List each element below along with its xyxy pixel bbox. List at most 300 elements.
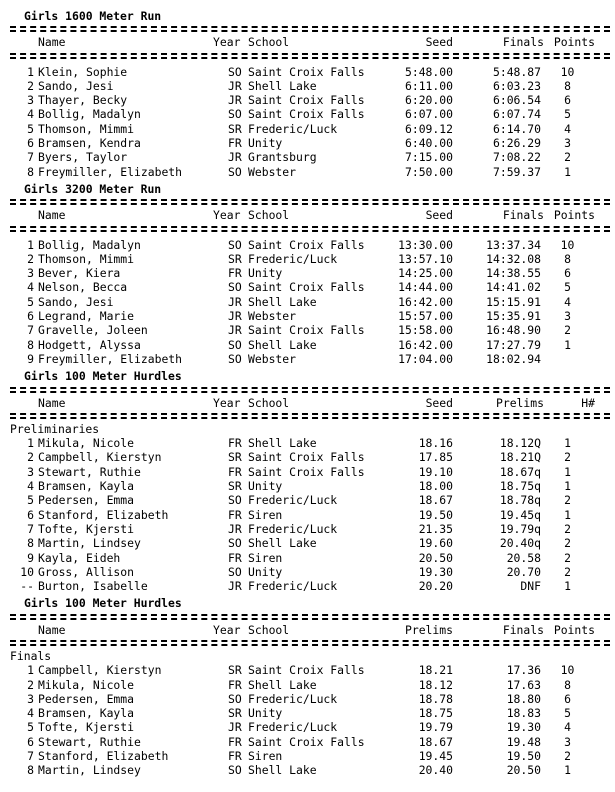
result-row — [10, 338, 610, 352]
school: Saint Croix Falls — [248, 93, 365, 108]
place: 5 — [27, 121, 34, 136]
place: 9 — [27, 550, 34, 565]
result-mark: 6:07.74 — [492, 107, 541, 122]
result-row — [10, 465, 610, 479]
points: 3 — [564, 309, 571, 324]
result-mark: 14:38.55 — [486, 266, 541, 281]
seed-mark: 18.78 — [418, 691, 453, 706]
athlete-name: Campbell, Kierstyn — [38, 663, 162, 678]
result-mark: 14:32.08 — [486, 251, 541, 266]
result-row — [10, 678, 610, 692]
points: 10 — [560, 663, 575, 678]
athlete-name: Stanford, Elizabeth — [38, 507, 169, 522]
points: 5 — [564, 280, 571, 295]
athlete-name: Tofte, Kjersti — [38, 720, 135, 735]
athlete-name: Gravelle, Joleen — [38, 323, 148, 338]
result-mark: 18:02.94 — [486, 351, 541, 366]
column-header-row — [10, 35, 610, 49]
place: 4 — [27, 280, 34, 295]
year: SO — [228, 64, 242, 79]
seed-mark: 20.40 — [418, 763, 453, 778]
school: Siren — [248, 507, 283, 522]
result-mark: 6:14.70 — [492, 121, 541, 136]
result-mark: 15:15.91 — [486, 294, 541, 309]
athlete-name: Sando, Jesi — [38, 294, 114, 309]
place: 6 — [27, 309, 34, 324]
col-header-year: Year — [213, 622, 241, 637]
place: 7 — [27, 150, 34, 165]
result-row — [10, 165, 610, 179]
col-header-points: Points — [553, 35, 595, 50]
year: JR — [228, 78, 242, 93]
points: 2 — [564, 521, 571, 536]
place: 1 — [27, 436, 34, 451]
year: SR — [228, 121, 242, 136]
athlete-name: Bramsen, Kayla — [38, 479, 135, 494]
points: 4 — [564, 720, 571, 735]
result-row — [10, 579, 610, 593]
athlete-name: Burton, Isabelle — [38, 579, 148, 594]
result-row — [10, 536, 610, 550]
place: 7 — [27, 521, 34, 536]
points: 6 — [564, 266, 571, 281]
seed-mark: 15:57.00 — [398, 309, 453, 324]
place: 8 — [27, 337, 34, 352]
school: Saint Croix Falls — [248, 450, 365, 465]
year: SO — [228, 107, 242, 122]
result-mark: 19.50 — [506, 749, 541, 764]
col-header-name: Name — [38, 395, 66, 410]
athlete-name: Freymiller, Elizabeth — [38, 164, 183, 179]
seed-mark: 17.85 — [418, 450, 453, 465]
year: JR — [228, 309, 242, 324]
result-row — [10, 107, 610, 121]
result-row — [10, 508, 610, 522]
school: Webster — [248, 164, 297, 179]
points: 1 — [564, 337, 571, 352]
year: SR — [228, 251, 242, 266]
points: 1 — [564, 164, 571, 179]
points: 1 — [564, 507, 571, 522]
event-section — [10, 369, 610, 593]
seed-mark: 6:20.00 — [404, 93, 453, 108]
result-row — [10, 706, 610, 720]
seed-mark: 6:09.12 — [404, 121, 453, 136]
points: 1 — [564, 763, 571, 778]
points: 8 — [564, 677, 571, 692]
result-mark: 16:48.90 — [486, 323, 541, 338]
points: 3 — [564, 734, 571, 749]
result-mark: 6:06.54 — [492, 93, 541, 108]
place: 4 — [27, 479, 34, 494]
school: Grantsburg — [248, 150, 317, 165]
col-header-mark: Finals — [502, 622, 544, 637]
column-header-row — [10, 623, 610, 637]
result-row — [10, 551, 610, 565]
points: 1 — [564, 479, 571, 494]
school: Frederic/Luck — [248, 720, 338, 735]
result-mark: 14:41.02 — [486, 280, 541, 295]
result-row — [10, 479, 610, 493]
athlete-name: Martin, Lindsey — [38, 763, 141, 778]
col-header-seed: Seed — [425, 208, 453, 223]
year: FR — [228, 749, 242, 764]
year: SR — [228, 706, 242, 721]
points: 4 — [564, 294, 571, 309]
result-row — [10, 763, 610, 777]
place: 3 — [27, 266, 34, 281]
school: Saint Croix Falls — [248, 323, 365, 338]
points: 2 — [564, 493, 571, 508]
result-mark: 18.80 — [506, 691, 541, 706]
year: JR — [228, 294, 242, 309]
seed-mark: 13:57.10 — [398, 251, 453, 266]
result-row — [10, 266, 610, 280]
event-section — [10, 9, 610, 179]
place: 2 — [27, 450, 34, 465]
year: FR — [228, 266, 242, 281]
athlete-name: Legrand, Marie — [38, 309, 135, 324]
seed-mark: 6:40.00 — [404, 136, 453, 151]
year: SO — [228, 337, 242, 352]
athlete-name: Hodgett, Alyssa — [38, 337, 141, 352]
result-row — [10, 493, 610, 507]
seed-mark: 5:48.00 — [404, 64, 453, 79]
points: 2 — [564, 749, 571, 764]
year: SO — [228, 763, 242, 778]
school: Siren — [248, 550, 283, 565]
athlete-name: Klein, Sophie — [38, 64, 128, 79]
seed-mark: 18.67 — [418, 493, 453, 508]
double-rule — [10, 640, 610, 648]
place: 7 — [27, 323, 34, 338]
athlete-name: Byers, Taylor — [38, 150, 128, 165]
col-header-name: Name — [38, 35, 66, 50]
result-row — [10, 565, 610, 579]
result-row — [10, 436, 610, 450]
event-title: Girls 1600 Meter Run — [24, 9, 162, 23]
points: 3 — [564, 136, 571, 151]
col-header-year: Year — [213, 208, 241, 223]
result-mark: DNF — [520, 579, 541, 594]
points: 4 — [564, 121, 571, 136]
seed-mark: 16:42.00 — [398, 294, 453, 309]
result-row — [10, 238, 610, 252]
col-header-seed: Seed — [425, 395, 453, 410]
result-mark: 17.63 — [506, 677, 541, 692]
result-row — [10, 150, 610, 164]
year: JR — [228, 323, 242, 338]
result-mark: 7:59.37 — [492, 164, 541, 179]
athlete-name: Thomson, Mimmi — [38, 121, 135, 136]
col-header-seed: Seed — [425, 35, 453, 50]
col-header-points: Points — [553, 208, 595, 223]
result-row — [10, 522, 610, 536]
col-header-year: Year — [213, 35, 241, 50]
result-mark: 5:48.87 — [492, 64, 541, 79]
school: Siren — [248, 749, 283, 764]
points: 8 — [564, 78, 571, 93]
seed-mark: 6:07.00 — [404, 107, 453, 122]
event-title: Girls 100 Meter Hurdles — [24, 369, 182, 384]
double-rule — [10, 387, 610, 395]
place: 5 — [27, 493, 34, 508]
year: SO — [228, 564, 242, 579]
points: 8 — [564, 251, 571, 266]
year: FR — [228, 507, 242, 522]
col-header-points: Points — [553, 622, 595, 637]
seed-mark: 19.45 — [418, 749, 453, 764]
result-row — [10, 692, 610, 706]
points: 2 — [564, 450, 571, 465]
place: 3 — [27, 464, 34, 479]
result-row — [10, 735, 610, 749]
place: 10 — [20, 564, 34, 579]
athlete-name: Bollig, Madalyn — [38, 107, 141, 122]
points: 2 — [564, 150, 571, 165]
place: 1 — [27, 64, 34, 79]
seed-mark: 15:58.00 — [398, 323, 453, 338]
year: SO — [228, 280, 242, 295]
place: 8 — [27, 536, 34, 551]
school: Frederic/Luck — [248, 121, 338, 136]
year: SR — [228, 479, 242, 494]
school: Saint Croix Falls — [248, 280, 365, 295]
athlete-name: Bramsen, Kendra — [38, 136, 141, 151]
result-mark: 7:08.22 — [492, 150, 541, 165]
year: FR — [228, 136, 242, 151]
seed-mark: 7:15.00 — [404, 150, 453, 165]
athlete-name: Tofte, Kjersti — [38, 521, 135, 536]
place: 4 — [27, 107, 34, 122]
year: FR — [228, 464, 242, 479]
year: JR — [228, 579, 242, 594]
result-row — [10, 720, 610, 734]
round-label: Finals — [10, 648, 52, 663]
event-title: Girls 3200 Meter Run — [24, 181, 162, 196]
col-header-mark: Prelims — [495, 395, 544, 410]
seed-mark: 21.35 — [418, 521, 453, 536]
result-row — [10, 450, 610, 464]
year: SR — [228, 663, 242, 678]
result-mark: 20.50 — [506, 763, 541, 778]
seed-mark: 19.50 — [418, 507, 453, 522]
result-row — [10, 280, 610, 294]
points: 2 — [564, 564, 571, 579]
year: SO — [228, 536, 242, 551]
result-mark: 6:26.29 — [492, 136, 541, 151]
year: SR — [228, 450, 242, 465]
points: 1 — [564, 579, 571, 594]
athlete-name: Sando, Jesi — [38, 78, 114, 93]
result-mark: 13:37.34 — [486, 237, 541, 252]
result-mark: 15:35.91 — [486, 309, 541, 324]
result-row — [10, 352, 610, 366]
school: Saint Croix Falls — [248, 64, 365, 79]
result-row — [10, 252, 610, 266]
col-header-name: Name — [38, 208, 66, 223]
place: 3 — [27, 691, 34, 706]
athlete-name: Mikula, Nicole — [38, 436, 135, 451]
school: Shell Lake — [248, 677, 317, 692]
points: 10 — [560, 237, 575, 252]
points: 2 — [564, 323, 571, 338]
year: JR — [228, 93, 242, 108]
place: 2 — [27, 78, 34, 93]
result-mark: 18.21Q — [499, 450, 541, 465]
athlete-name: Pedersen, Emma — [38, 493, 135, 508]
result-mark: 18.12Q — [499, 436, 541, 451]
column-header-row — [10, 396, 610, 410]
athlete-name: Kayla, Eideh — [38, 550, 121, 565]
school: Shell Lake — [248, 78, 317, 93]
year: JR — [228, 521, 242, 536]
place: 6 — [27, 507, 34, 522]
school: Unity — [248, 136, 283, 151]
school: Frederic/Luck — [248, 493, 338, 508]
year: JR — [228, 720, 242, 735]
seed-mark: 17:04.00 — [398, 351, 453, 366]
double-rule — [10, 26, 610, 34]
seed-mark: 6:11.00 — [404, 78, 453, 93]
seed-mark: 20.20 — [418, 579, 453, 594]
school: Saint Croix Falls — [248, 734, 365, 749]
double-rule — [10, 413, 610, 421]
double-rule — [10, 53, 610, 61]
year: SO — [228, 164, 242, 179]
year: SO — [228, 351, 242, 366]
seed-mark: 19.79 — [418, 720, 453, 735]
school: Unity — [248, 266, 283, 281]
athlete-name: Mikula, Nicole — [38, 677, 135, 692]
result-mark: 20.40q — [499, 536, 541, 551]
athlete-name: Bramsen, Kayla — [38, 706, 135, 721]
result-mark: 18.75q — [499, 479, 541, 494]
result-mark: 6:03.23 — [492, 78, 541, 93]
points: 1 — [564, 464, 571, 479]
seed-mark: 18.75 — [418, 706, 453, 721]
place: 2 — [27, 251, 34, 266]
result-row — [10, 749, 610, 763]
seed-mark: 18.12 — [418, 677, 453, 692]
school: Saint Croix Falls — [248, 464, 365, 479]
result-row — [10, 663, 610, 677]
points: 5 — [564, 706, 571, 721]
points: 1 — [564, 436, 571, 451]
athlete-name: Thayer, Becky — [38, 93, 128, 108]
column-header-row — [10, 208, 610, 222]
seed-mark: 13:30.00 — [398, 237, 453, 252]
year: FR — [228, 436, 242, 451]
col-header-mark: Finals — [502, 35, 544, 50]
col-header-school: School — [248, 208, 290, 223]
result-mark: 18.83 — [506, 706, 541, 721]
school: Frederic/Luck — [248, 579, 338, 594]
seed-mark: 18.16 — [418, 436, 453, 451]
place: 9 — [27, 351, 34, 366]
school: Unity — [248, 479, 283, 494]
school: Frederic/Luck — [248, 521, 338, 536]
col-header-mark: Finals — [502, 208, 544, 223]
athlete-name: Bollig, Madalyn — [38, 237, 141, 252]
points: 5 — [564, 107, 571, 122]
col-header-school: School — [248, 395, 290, 410]
seed-mark: 18.67 — [418, 734, 453, 749]
col-header-school: School — [248, 35, 290, 50]
result-mark: 19.48 — [506, 734, 541, 749]
school: Frederic/Luck — [248, 691, 338, 706]
school: Shell Lake — [248, 436, 317, 451]
place: 1 — [27, 663, 34, 678]
seed-mark: 20.50 — [418, 550, 453, 565]
result-row — [10, 79, 610, 93]
points: 2 — [564, 550, 571, 565]
col-header-school: School — [248, 622, 290, 637]
result-mark: 19.30 — [506, 720, 541, 735]
seed-mark: 19.10 — [418, 464, 453, 479]
place: 6 — [27, 136, 34, 151]
result-row — [10, 295, 610, 309]
place: 5 — [27, 294, 34, 309]
double-rule — [10, 226, 610, 234]
school: Shell Lake — [248, 294, 317, 309]
points: 2 — [564, 536, 571, 551]
result-row — [10, 136, 610, 150]
year: SO — [228, 237, 242, 252]
school: Unity — [248, 706, 283, 721]
result-mark: 17.36 — [506, 663, 541, 678]
place: 8 — [27, 763, 34, 778]
double-rule — [10, 199, 610, 207]
result-mark: 17:27.79 — [486, 337, 541, 352]
event-section — [10, 182, 610, 366]
school: Shell Lake — [248, 763, 317, 778]
seed-mark: 19.30 — [418, 564, 453, 579]
school: Shell Lake — [248, 536, 317, 551]
athlete-name: Gross, Allison — [38, 564, 135, 579]
seed-mark: 18.21 — [418, 663, 453, 678]
seed-mark: 14:25.00 — [398, 266, 453, 281]
school: Unity — [248, 564, 283, 579]
seed-mark: 18.00 — [418, 479, 453, 494]
year: FR — [228, 677, 242, 692]
place: 3 — [27, 93, 34, 108]
result-mark: 20.70 — [506, 564, 541, 579]
col-header-year: Year — [213, 395, 241, 410]
place: 2 — [27, 677, 34, 692]
athlete-name: Pedersen, Emma — [38, 691, 135, 706]
athlete-name: Freymiller, Elizabeth — [38, 351, 183, 366]
result-mark: 19.45q — [499, 507, 541, 522]
school: Saint Croix Falls — [248, 237, 365, 252]
athlete-name: Martin, Lindsey — [38, 536, 141, 551]
seed-mark: 16:42.00 — [398, 337, 453, 352]
event-section — [10, 596, 610, 777]
school: Saint Croix Falls — [248, 663, 365, 678]
col-header-seed: Prelims — [404, 622, 453, 637]
athlete-name: Nelson, Becca — [38, 280, 128, 295]
seed-mark: 19.60 — [418, 536, 453, 551]
school: Webster — [248, 309, 297, 324]
athlete-name: Stanford, Elizabeth — [38, 749, 169, 764]
school: Saint Croix Falls — [248, 107, 365, 122]
results-document — [10, 6, 610, 778]
place: 5 — [27, 720, 34, 735]
year: SO — [228, 691, 242, 706]
place: 1 — [27, 237, 34, 252]
points: 6 — [564, 93, 571, 108]
points: 6 — [564, 691, 571, 706]
